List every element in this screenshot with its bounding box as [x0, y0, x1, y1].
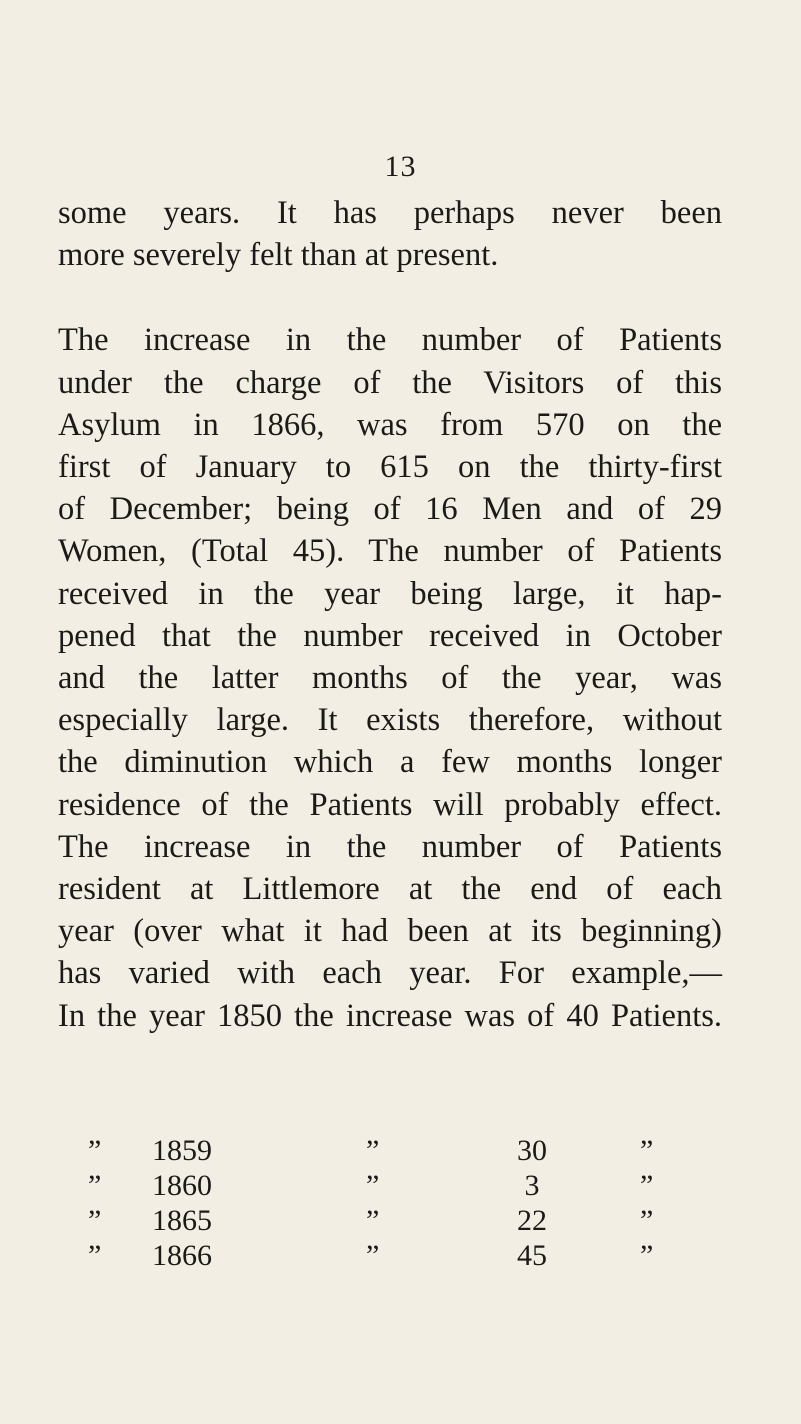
ditto-mark: ” — [366, 1134, 380, 1167]
count-cell: 45 — [517, 1239, 547, 1272]
year-cell: 1859 — [152, 1134, 212, 1167]
table-row — [58, 1238, 722, 1273]
text-line: received in the year being large, it hap- — [58, 575, 722, 612]
ditto-mark: ” — [366, 1204, 380, 1237]
year-cell: 1866 — [152, 1239, 212, 1272]
text-line: residence of the Patients will probably effect. — [58, 786, 722, 823]
ditto-mark: ” — [640, 1169, 654, 1202]
text-line: year (over what it had been at its beginning) — [58, 913, 722, 950]
ditto-mark: ” — [640, 1239, 654, 1272]
text-line: pened that the number received in October — [58, 617, 722, 654]
text-line: In the year 1850 the increase was of 40 Patients. — [58, 997, 722, 1034]
paragraph-gap — [58, 276, 722, 319]
text-line: The increase in the number of Patients — [58, 322, 722, 359]
table-row — [58, 1168, 722, 1203]
ditto-mark: ” — [640, 1204, 654, 1237]
text-line: Women, (Total 45). The number of Patients — [58, 533, 722, 570]
year-cell: 1865 — [152, 1204, 212, 1237]
text-line: of December; being of 16 Men and of 29 — [58, 491, 722, 528]
text-line: some years. It has perhaps never been — [58, 195, 722, 231]
body-text — [58, 192, 722, 1037]
count-cell: 3 — [524, 1169, 540, 1202]
increase-table — [58, 1133, 722, 1273]
table-row — [58, 1133, 722, 1168]
text-line: has varied with each year. For example,— — [58, 955, 722, 992]
text-line: resident at Littlemore at the end of each — [58, 871, 722, 908]
text-line: under the charge of the Visitors of this — [58, 364, 722, 401]
ditto-mark: ” — [88, 1204, 102, 1237]
ditto-mark: ” — [640, 1134, 654, 1167]
page-number: 13 — [384, 150, 417, 183]
paragraph — [58, 319, 722, 1036]
text-line: The increase in the number of Patients — [58, 828, 722, 865]
text-line: first of January to 615 on the thirty-first — [58, 449, 722, 486]
year-cell: 1860 — [152, 1169, 212, 1202]
text-line: the diminution which a few months longer — [58, 744, 722, 781]
count-cell: 22 — [517, 1204, 547, 1237]
ditto-mark: ” — [366, 1239, 380, 1272]
text-line: and the latter months of the year, was — [58, 660, 722, 697]
count-cell: 30 — [517, 1134, 547, 1167]
table-row — [58, 1203, 722, 1238]
ditto-mark: ” — [88, 1134, 102, 1167]
ditto-mark: ” — [366, 1169, 380, 1202]
paragraph — [58, 192, 722, 276]
text-line: more severely felt than at present. — [58, 237, 499, 274]
ditto-mark: ” — [88, 1169, 102, 1202]
text-line: especially large. It exists therefore, without — [58, 702, 722, 739]
ditto-mark: ” — [88, 1239, 102, 1272]
text-line: Asylum in 1866, was from 570 on the — [58, 406, 722, 443]
